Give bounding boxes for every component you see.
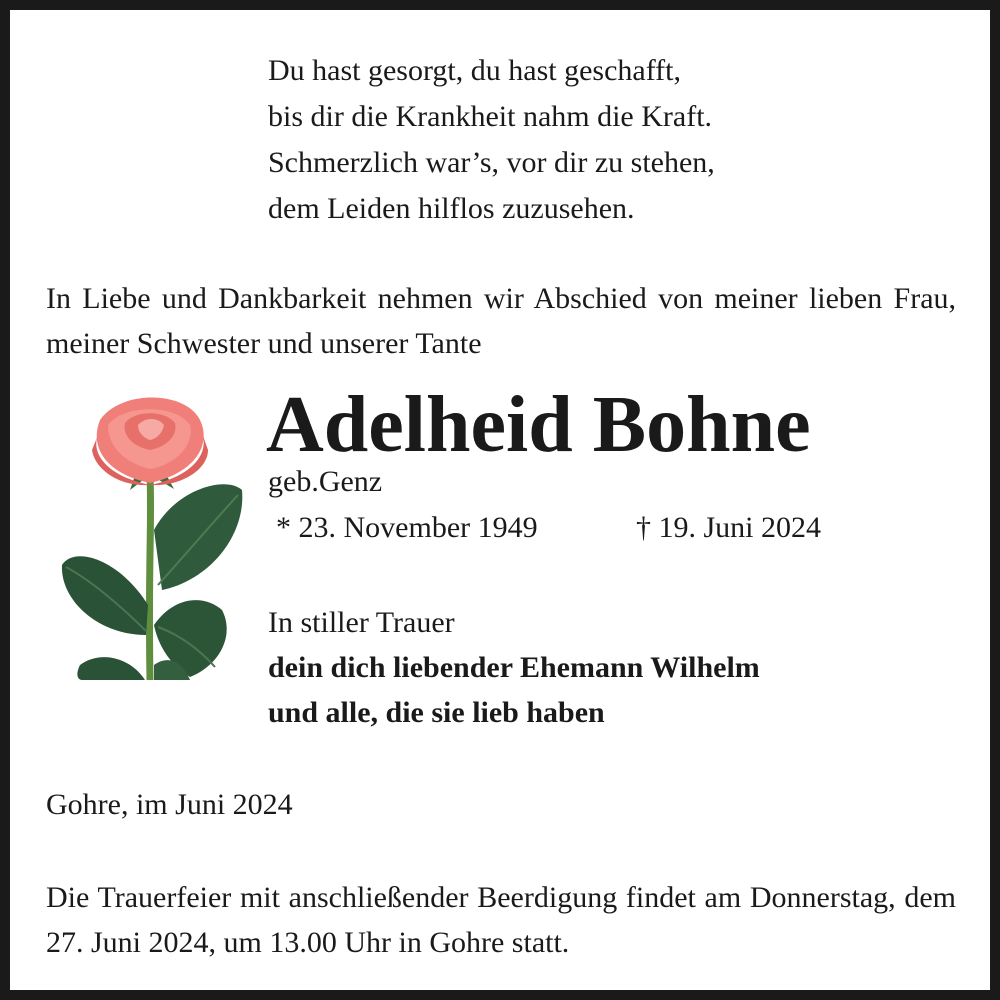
mourners-heading: In stiller Trauer [268,606,455,639]
poem-verse [268,48,715,232]
mourner-line: dein dich liebender Ehemann Wilhelm [268,651,760,684]
poem-line: bis dir die Krankheit nahm die Kraft. [268,100,713,133]
intro-line: In Liebe und Dankbarkeit nehmen wir Abschied von meiner [46,282,798,315]
funeral-line: Donnerstag, dem 27. Juni 2024, um 13.00 Uhr in Gohre statt. [46,881,956,959]
maiden-name: geb.Genz [268,465,383,498]
rose-image [50,395,252,680]
poem-line: Du hast gesorgt, du hast geschafft, [268,54,681,87]
mourners-block [268,600,760,735]
birth-date: * 23. November 1949 [276,511,538,544]
mourner-line: und alle, die sie lieb haben [268,696,605,729]
death-date: † 19. Juni 2024 [636,511,822,544]
funeral-info [46,875,956,965]
intro-paragraph [46,276,956,366]
intro-line: lieben Frau, meiner Schwester und unserer Tante [46,282,957,360]
deceased-name: Adelheid Bohne [266,381,811,469]
poem-line: Schmerzlich war’s, vor dir zu stehen, [268,146,715,179]
poem-line: dem Leiden hilflos zuzusehen. [268,192,635,225]
place-date: Gohre, im Juni 2024 [46,788,293,821]
funeral-line: Die Trauerfeier mit anschließender Beerdigung findet am [46,881,742,914]
